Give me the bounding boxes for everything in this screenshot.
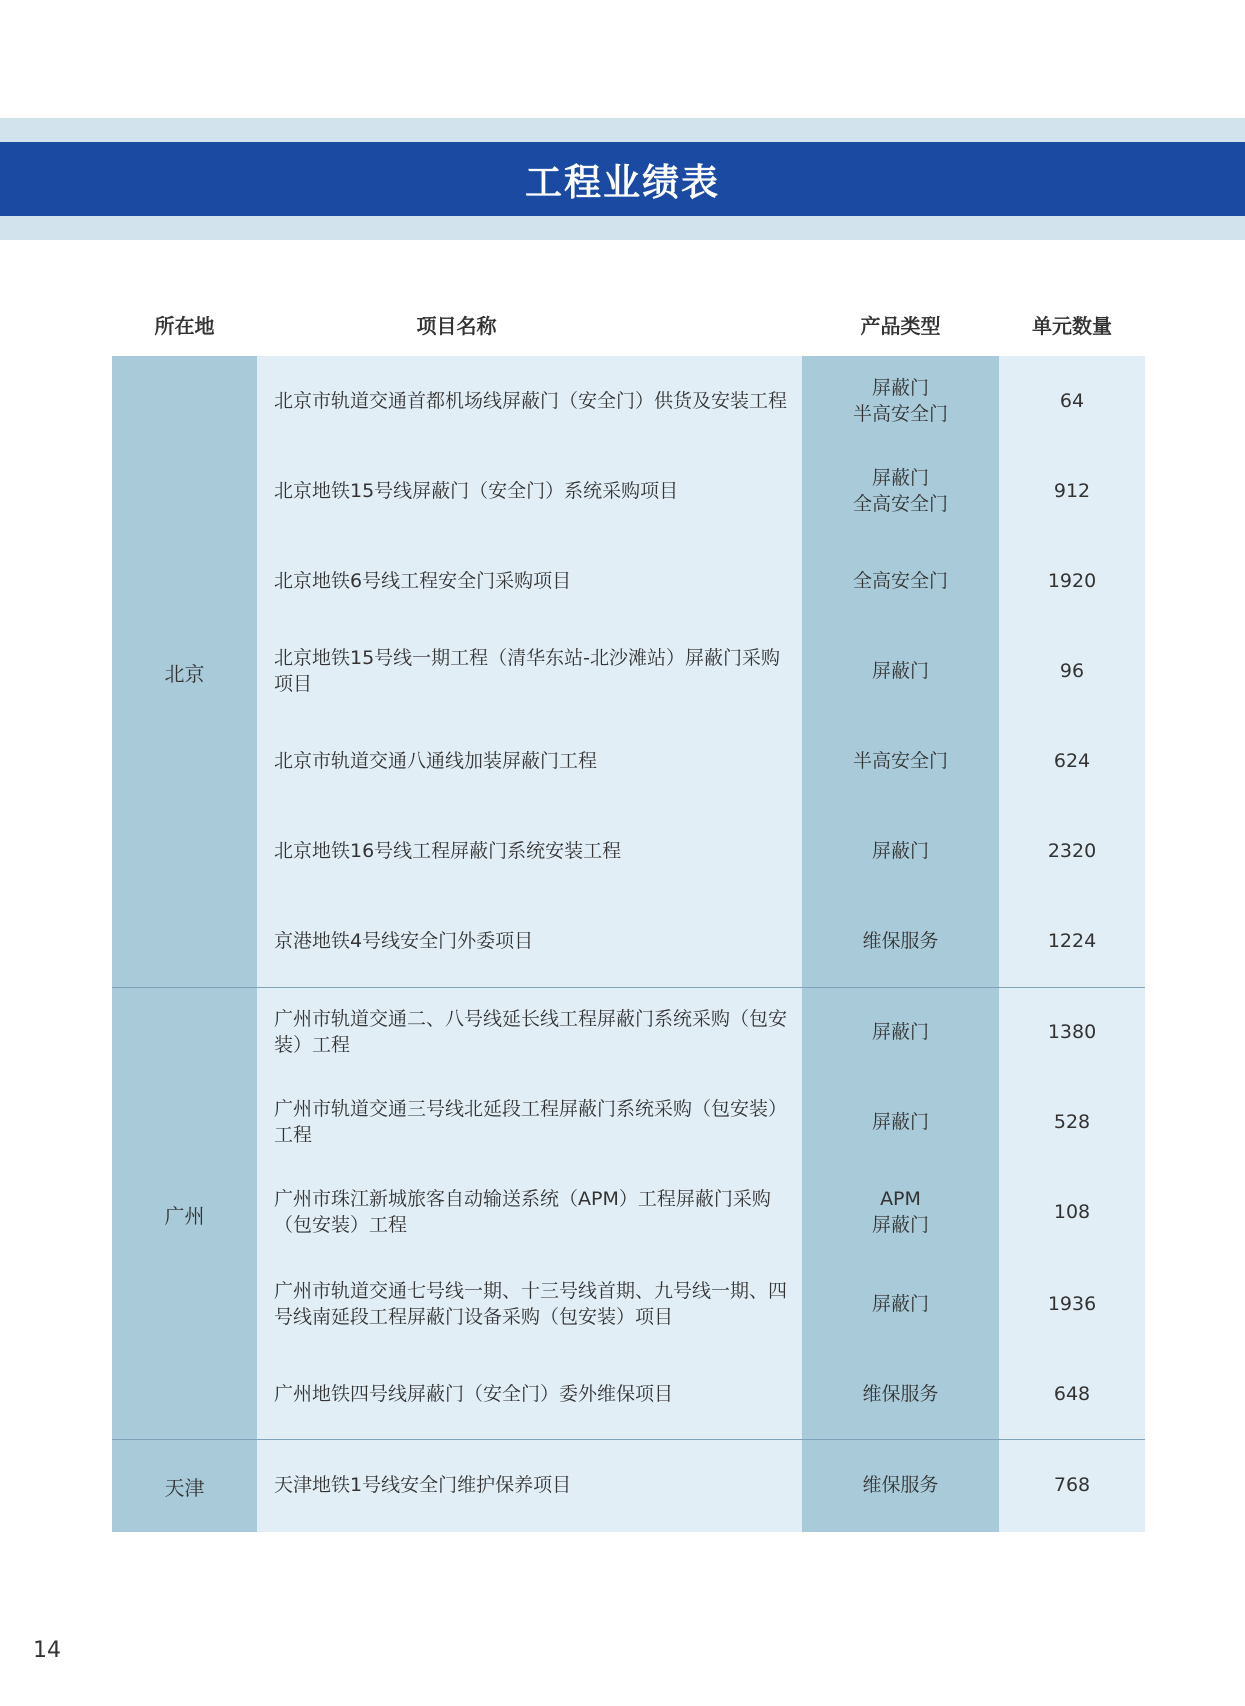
- table-row: [112, 806, 1145, 896]
- project-name-cell: 北京地铁6号线工程安全门采购项目: [274, 570, 572, 592]
- quantity-cell: 1224: [1047, 930, 1097, 952]
- quantity-cell: 1380: [1047, 1021, 1097, 1043]
- table-row: [112, 536, 1145, 626]
- project-name-cell: 广州市轨道交通三号线北延段工程屏蔽门系统采购（包安装）工程: [274, 1098, 788, 1146]
- quantity-cell: 528: [1053, 1111, 1091, 1133]
- quantity-cell: 1936: [1047, 1293, 1097, 1315]
- column-header-product-type: 产品类型: [860, 314, 941, 338]
- product-type-cell: 半高安全门: [852, 750, 948, 772]
- column-header-quantity: 单元数量: [1032, 314, 1112, 338]
- product-type-cell: 屏蔽门 全高安全门: [852, 467, 948, 515]
- table-row: [112, 1077, 1145, 1167]
- product-type-cell: 屏蔽门 半高安全门: [852, 377, 948, 425]
- product-type-cell: 屏蔽门: [871, 660, 929, 682]
- table-row: [112, 896, 1145, 986]
- location-cell-beijing: 北京: [164, 661, 205, 686]
- product-type-cell: 屏蔽门: [871, 1021, 929, 1043]
- table-row: [112, 716, 1145, 806]
- project-name-cell: 广州市轨道交通七号线一期、十三号线首期、九号线一期、四号线南延段工程屏蔽门设备采购（包安装）项目: [274, 1280, 788, 1328]
- project-name-cell: 广州市珠江新城旅客自动输送系统（APM）工程屏蔽门采购（包安装）工程: [274, 1188, 771, 1236]
- table-row: [112, 1440, 1145, 1530]
- table-row: [112, 626, 1145, 716]
- project-name-cell: 北京地铁15号线一期工程（清华东站-北沙滩站）屏蔽门采购项目: [274, 647, 781, 695]
- quantity-cell: 624: [1053, 750, 1091, 772]
- table-row: [112, 356, 1145, 446]
- product-type-cell: 维保服务: [862, 930, 939, 952]
- quantity-cell: 108: [1053, 1201, 1091, 1223]
- location-cell-guangzhou: 广州: [164, 1203, 205, 1228]
- table-row: [112, 987, 1145, 1077]
- quantity-cell: 768: [1053, 1474, 1091, 1496]
- product-type-cell: 屏蔽门: [871, 1111, 929, 1133]
- table-header: [112, 306, 1145, 346]
- column-header-location: 所在地: [154, 314, 215, 338]
- quantity-cell: 1920: [1047, 570, 1097, 592]
- table-row: [112, 1349, 1145, 1439]
- product-type-cell: 全高安全门: [852, 570, 948, 592]
- product-type-cell: 屏蔽门: [871, 1293, 929, 1315]
- location-cell-tianjin: 天津: [164, 1475, 205, 1500]
- column-header-project-name: 项目名称: [416, 314, 497, 338]
- table-row: [112, 1167, 1145, 1257]
- project-name-cell: 广州地铁四号线屏蔽门（安全门）委外维保项目: [274, 1383, 674, 1405]
- quantity-cell: 96: [1059, 660, 1085, 682]
- table-row: [112, 1259, 1145, 1349]
- quantity-cell: 2320: [1047, 840, 1097, 862]
- page-title: 工程业绩表: [525, 161, 720, 204]
- table-row: [112, 446, 1145, 536]
- project-name-cell: 广州市轨道交通二、八号线延长线工程屏蔽门系统采购（包安装）工程: [274, 1008, 788, 1056]
- product-type-cell: 屏蔽门: [871, 840, 929, 862]
- quantity-cell: 64: [1059, 390, 1085, 412]
- project-name-cell: 京港地铁4号线安全门外委项目: [274, 930, 534, 952]
- product-type-cell: 维保服务: [862, 1474, 939, 1496]
- page-number: 14: [33, 1638, 61, 1663]
- header-band: [0, 142, 1245, 216]
- product-type-cell: APM 屏蔽门: [871, 1188, 929, 1236]
- product-type-cell: 维保服务: [862, 1383, 939, 1405]
- project-name-cell: 北京地铁15号线屏蔽门（安全门）系统采购项目: [274, 480, 679, 502]
- performance-table: [112, 356, 1145, 1532]
- project-name-cell: 北京地铁16号线工程屏蔽门系统安装工程: [274, 840, 622, 862]
- project-name-cell: 北京市轨道交通八通线加装屏蔽门工程: [274, 750, 598, 772]
- quantity-cell: 648: [1053, 1383, 1091, 1405]
- quantity-cell: 912: [1053, 480, 1091, 502]
- project-name-cell: 北京市轨道交通首都机场线屏蔽门（安全门）供货及安装工程: [274, 390, 788, 412]
- project-name-cell: 天津地铁1号线安全门维护保养项目: [274, 1474, 572, 1496]
